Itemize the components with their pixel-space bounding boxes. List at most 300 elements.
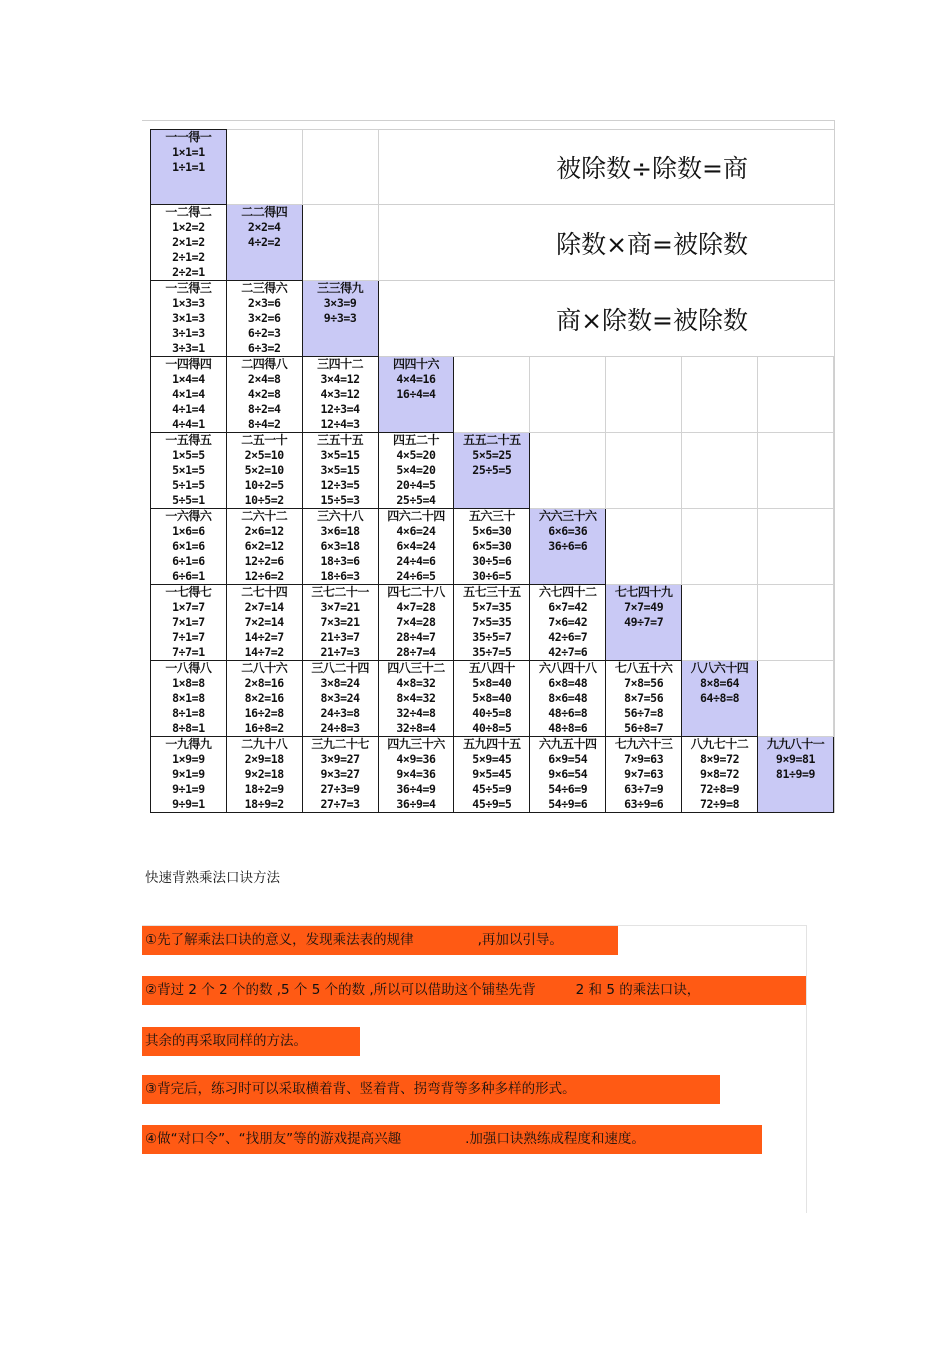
- cell-equation: 14÷7=2: [244, 645, 284, 659]
- cell-equation: 27÷3=9: [320, 782, 360, 796]
- cell-equation: 9×3=27: [320, 767, 360, 781]
- cell-rhyme: 一九得九: [165, 737, 212, 751]
- table-cell: [606, 661, 682, 737]
- section-title: 快速背熟乘法口诀方法: [145, 870, 280, 886]
- cell-rhyme: 三七二十一: [311, 585, 369, 599]
- cell-equation: 12÷3=4: [320, 402, 360, 416]
- table-cell: [226, 509, 302, 585]
- formula-cell: [378, 281, 833, 357]
- cell-equation: 5×6=30: [472, 524, 512, 538]
- table-cell: [454, 737, 530, 813]
- cell-rhyme: 三五十五: [317, 433, 364, 447]
- table-cell: [682, 737, 758, 813]
- cell-equation: 7×3=21: [320, 615, 360, 629]
- cell-equation: 5×5=25: [472, 448, 512, 462]
- empty-cell: [530, 433, 606, 509]
- cell-rhyme: 一四得四: [165, 357, 212, 371]
- cell-equation: 56÷8=7: [624, 721, 664, 735]
- cell-rhyme: 八九七十二: [690, 737, 749, 751]
- cell-equation: 1×9=9: [172, 752, 205, 766]
- cell-equation: 8×4=32: [396, 691, 436, 705]
- method-item-4: [142, 1125, 762, 1154]
- cell-equation: 35÷7=5: [472, 645, 512, 659]
- cell-equation: 24÷4=6: [396, 554, 436, 568]
- cell-equation: 7×1=7: [172, 615, 205, 629]
- cell-equation: 3÷3=1: [172, 341, 205, 355]
- cell-equation: 10÷5=2: [244, 493, 284, 507]
- table-cell: [151, 661, 227, 737]
- cell-equation: 8×3=24: [320, 691, 360, 705]
- table-row: [151, 661, 834, 737]
- cell-rhyme: 六九五十四: [539, 737, 597, 751]
- cell-equation: 4×8=32: [396, 676, 436, 690]
- formula-cell: [378, 205, 833, 281]
- cell-equation: 1×6=6: [172, 524, 205, 538]
- table-cell: [454, 661, 530, 737]
- empty-cell: [682, 357, 758, 433]
- cell-equation: 45÷9=5: [472, 797, 512, 811]
- cell-rhyme: 六六三十六: [539, 509, 597, 523]
- cell-equation: 30÷5=6: [472, 554, 512, 568]
- cell-equation: 6×1=6: [172, 539, 205, 553]
- cell-equation: 30÷6=5: [472, 569, 512, 583]
- cell-equation: 5÷1=5: [172, 478, 205, 492]
- cell-rhyme: 二三得六: [241, 281, 288, 295]
- cell-equation: 2×3=6: [247, 296, 281, 310]
- cell-rhyme: 四七二十八: [387, 585, 445, 599]
- cell-equation: 2÷2=1: [172, 265, 205, 279]
- cell-equation: 4×9=36: [396, 752, 436, 766]
- cell-equation: 42÷6=7: [548, 630, 588, 644]
- empty-cell: [302, 130, 378, 205]
- table-cell: [378, 585, 454, 661]
- table-cell: [378, 661, 454, 737]
- table-cell: [302, 585, 378, 661]
- table-cell: [378, 737, 454, 813]
- cell-equation: 4×7=28: [396, 600, 436, 614]
- cell-equation: 3×7=21: [320, 600, 360, 614]
- cell-rhyme: 七八五十六: [614, 661, 673, 675]
- table-cell: [378, 433, 454, 509]
- cell-rhyme: 六八四十八: [539, 661, 597, 675]
- cell-equation: 9×8=72: [699, 767, 740, 781]
- empty-cell: [758, 357, 834, 433]
- cell-rhyme: 九九八十一: [766, 737, 825, 751]
- method-item-2: [142, 976, 806, 1005]
- cell-equation: 3×2=6: [247, 311, 281, 325]
- cell-equation: 7×4=28: [396, 615, 436, 629]
- table-cell: [226, 433, 302, 509]
- cell-equation: 6×4=24: [396, 539, 436, 553]
- cell-equation: 54÷9=6: [548, 797, 588, 811]
- cell-equation: 18÷9=2: [244, 797, 284, 811]
- cell-rhyme: 四八三十二: [387, 661, 445, 675]
- table-cell: [226, 281, 302, 357]
- empty-cell: [226, 130, 302, 205]
- table-cell: [151, 509, 227, 585]
- cell-equation: 48÷6=8: [548, 706, 588, 720]
- empty-cell: [758, 585, 834, 661]
- cell-rhyme: 五五二十五: [463, 433, 521, 447]
- empty-cell: [606, 433, 682, 509]
- table-cell: [302, 737, 378, 813]
- cell-rhyme: 四四十六: [392, 357, 439, 371]
- cell-rhyme: 三六十八: [317, 509, 364, 523]
- cell-equation: 2×9=18: [244, 752, 284, 766]
- cell-equation: 2÷1=2: [172, 250, 205, 264]
- table-cell: [151, 357, 227, 433]
- cell-equation: 6×7=42: [548, 600, 588, 614]
- cell-equation: 9×4=36: [396, 767, 436, 781]
- methods-list: [142, 925, 807, 1213]
- cell-equation: 3×5=15: [320, 463, 360, 477]
- cell-equation: 5×9=45: [472, 752, 512, 766]
- table-cell: [226, 737, 302, 813]
- cell-rhyme: 七九六十三: [614, 737, 673, 751]
- cell-rhyme: 五八四十: [468, 661, 515, 675]
- cell-equation: 36÷9=4: [396, 797, 436, 811]
- cell-equation: 9÷1=9: [172, 782, 205, 796]
- cell-equation: 12÷2=6: [244, 554, 284, 568]
- cell-equation: 1×7=7: [172, 600, 205, 614]
- cell-equation: 36÷6=6: [548, 539, 588, 553]
- cell-equation: 9÷3=3: [323, 311, 357, 325]
- method-item-3: [142, 1075, 720, 1104]
- table-row: [151, 737, 834, 813]
- table-row: [151, 509, 834, 585]
- cell-equation: 35÷5=7: [472, 630, 512, 644]
- table-cell: [302, 509, 378, 585]
- formula-text: 除数×商=被除数: [556, 229, 748, 259]
- empty-cell: [302, 205, 378, 281]
- table-cell: [151, 737, 227, 813]
- cell-equation: 9×7=63: [624, 767, 664, 781]
- method-text: ④做“对口令”、“找朋友”等的游戏提高兴趣: [145, 1131, 402, 1147]
- table-cell: [530, 737, 606, 813]
- table-cell: [226, 585, 302, 661]
- cell-equation: 56÷7=8: [624, 706, 664, 720]
- table-cell-square: [302, 281, 378, 357]
- cell-equation: 2×8=16: [244, 676, 284, 690]
- cell-equation: 12÷4=3: [320, 417, 360, 431]
- table-row: [151, 433, 834, 509]
- cell-equation: 63÷9=6: [624, 797, 664, 811]
- cell-equation: 21÷7=3: [320, 645, 360, 659]
- cell-equation: 1×5=5: [172, 448, 205, 462]
- cell-equation: 8÷4=2: [247, 417, 281, 431]
- cell-equation: 8÷1=8: [172, 706, 205, 720]
- cell-equation: 8×6=48: [548, 691, 588, 705]
- cell-equation: 42÷7=6: [548, 645, 588, 659]
- cell-equation: 5×4=20: [396, 463, 436, 477]
- table-cell: [302, 661, 378, 737]
- table-cell-square: [530, 509, 606, 585]
- cell-equation: 1×2=2: [172, 220, 205, 234]
- cell-rhyme: 一一得一: [165, 130, 212, 144]
- cell-rhyme: 一三得三: [165, 281, 212, 295]
- table-cell-square: [682, 661, 758, 737]
- table-cell: [454, 585, 530, 661]
- cell-rhyme: 二五一十: [241, 433, 288, 447]
- cell-equation: 4×5=20: [396, 448, 436, 462]
- cell-rhyme: 二八十六: [241, 661, 288, 675]
- table-cell: [226, 357, 302, 433]
- cell-equation: 2×2=4: [247, 220, 281, 234]
- cell-equation: 25÷5=5: [472, 463, 512, 477]
- cell-equation: 18÷6=3: [320, 569, 360, 583]
- cell-equation: 7÷7=1: [172, 645, 205, 659]
- table-cell: [302, 433, 378, 509]
- cell-equation: 24÷8=3: [320, 721, 360, 735]
- cell-rhyme: 五六三十: [468, 509, 515, 523]
- cell-equation: 8×7=56: [624, 691, 664, 705]
- table-row: [151, 357, 834, 433]
- cell-equation: 40÷8=5: [472, 721, 512, 735]
- cell-rhyme: 二六十二: [241, 509, 288, 523]
- cell-equation: 7×5=35: [472, 615, 512, 629]
- cell-equation: 4×4=16: [396, 372, 436, 386]
- formula-cell: [378, 130, 833, 205]
- cell-equation: 3×9=27: [320, 752, 360, 766]
- cell-equation: 64÷8=8: [699, 691, 740, 705]
- cell-equation: 4÷2=2: [247, 235, 281, 249]
- cell-rhyme: 一七得七: [165, 585, 212, 599]
- method-text: ②背过 2 个 2 个的数 ,5 个 5 个的数 ,所以可以借助这个铺垫先背: [145, 982, 536, 998]
- formula-text: 被除数÷除数=商: [556, 154, 748, 183]
- cell-equation: 45÷5=9: [472, 782, 512, 796]
- cell-equation: 7×8=56: [624, 676, 664, 690]
- cell-equation: 8×1=8: [172, 691, 205, 705]
- table-cell: [378, 509, 454, 585]
- cell-equation: 4×3=12: [320, 387, 360, 401]
- cell-equation: 2×1=2: [172, 235, 205, 249]
- cell-equation: 6×3=18: [320, 539, 360, 553]
- cell-equation: 1×3=3: [172, 296, 205, 310]
- empty-cell: [758, 509, 834, 585]
- table-cell: [151, 585, 227, 661]
- table-cell: [151, 281, 227, 357]
- method-text: ③背完后，练习时可以采取横着背、竖着背、拐弯背等多种多样的形式。: [145, 1081, 576, 1097]
- cell-equation: 8×9=72: [699, 752, 740, 766]
- cell-equation: 20÷4=5: [396, 478, 436, 492]
- table-row: [151, 205, 834, 281]
- cell-equation: 9÷9=1: [172, 797, 205, 811]
- cell-equation: 1÷1=1: [172, 160, 205, 174]
- cell-equation: 5×8=40: [472, 676, 512, 690]
- cell-equation: 6×9=54: [548, 752, 588, 766]
- cell-rhyme: 六七四十二: [539, 585, 597, 599]
- cell-equation: 16÷2=8: [244, 706, 284, 720]
- cell-equation: 5×1=5: [172, 463, 205, 477]
- cell-rhyme: 一八得八: [165, 661, 212, 675]
- cell-equation: 16÷8=2: [244, 721, 284, 735]
- cell-equation: 28÷4=7: [396, 630, 436, 644]
- cell-rhyme: 五七三十五: [463, 585, 521, 599]
- empty-cell: [454, 357, 530, 433]
- cell-equation: 6÷1=6: [172, 554, 205, 568]
- cell-rhyme: 三四十二: [317, 357, 364, 371]
- cell-equation: 5×7=35: [472, 600, 512, 614]
- cell-equation: 3×1=3: [172, 311, 205, 325]
- cell-equation: 72÷8=9: [699, 782, 740, 796]
- cell-equation: 1×8=8: [172, 676, 205, 690]
- method-text: 其余的再采取同样的方法。: [145, 1033, 307, 1049]
- table-cell: [530, 585, 606, 661]
- cell-equation: 6÷2=3: [247, 326, 281, 340]
- method-item-1: [142, 926, 618, 955]
- empty-cell: [682, 509, 758, 585]
- cell-equation: 36÷4=9: [396, 782, 436, 796]
- table-cell-square: [454, 433, 530, 509]
- cell-equation: 2×6=12: [244, 524, 284, 538]
- cell-rhyme: 一二得二: [165, 205, 212, 219]
- cell-equation: 32÷8=4: [396, 721, 436, 735]
- cell-equation: 4×2=8: [247, 387, 281, 401]
- cell-equation: 3×6=18: [320, 524, 360, 538]
- empty-cell: [682, 585, 758, 661]
- cell-equation: 6×2=12: [244, 539, 284, 553]
- table-cell: [226, 661, 302, 737]
- cell-equation: 54÷6=9: [548, 782, 588, 796]
- cell-equation: 25÷5=4: [396, 493, 436, 507]
- table-cell: [530, 661, 606, 737]
- cell-equation: 72÷9=8: [699, 797, 740, 811]
- cell-rhyme: 四九三十六: [387, 737, 445, 751]
- cell-equation: 5÷5=1: [172, 493, 205, 507]
- cell-equation: 48÷8=6: [548, 721, 588, 735]
- cell-equation: 9×1=9: [172, 767, 205, 781]
- cell-equation: 4÷4=1: [172, 417, 205, 431]
- cell-equation: 1×1=1: [172, 145, 205, 159]
- cell-equation: 15÷5=3: [320, 493, 360, 507]
- cell-rhyme: 二四得八: [241, 357, 288, 371]
- cell-equation: 18÷3=6: [320, 554, 360, 568]
- cell-equation: 21÷3=7: [320, 630, 360, 644]
- cell-equation: 32÷4=8: [396, 706, 436, 720]
- empty-cell: [758, 433, 834, 509]
- cell-equation: 27÷7=3: [320, 797, 360, 811]
- table-row: [151, 130, 834, 205]
- method-item-2-cont: [142, 1027, 360, 1056]
- cell-equation: 24÷3=8: [320, 706, 360, 720]
- cell-equation: 3×3=9: [323, 296, 357, 310]
- table-cell-square: [758, 737, 834, 813]
- cell-equation: 9×9=81: [775, 752, 816, 766]
- cell-rhyme: 三九二十七: [311, 737, 369, 751]
- multiplication-table-figure: [142, 120, 835, 813]
- table-cell-square: [151, 130, 227, 205]
- table-cell: [454, 509, 530, 585]
- cell-equation: 3÷1=3: [172, 326, 205, 340]
- table-cell: [302, 357, 378, 433]
- cell-equation: 8×8=64: [699, 676, 740, 690]
- empty-cell: [606, 357, 682, 433]
- cell-equation: 7×7=49: [624, 600, 664, 614]
- multiplication-table: [150, 129, 834, 813]
- cell-equation: 7÷1=7: [172, 630, 205, 644]
- empty-cell: [682, 433, 758, 509]
- empty-cell: [758, 661, 834, 737]
- cell-equation: 5×8=40: [472, 691, 512, 705]
- cell-equation: 4÷1=4: [172, 402, 205, 416]
- cell-rhyme: 七七四十九: [614, 585, 673, 599]
- table-row: [151, 281, 834, 357]
- cell-equation: 12÷6=2: [244, 569, 284, 583]
- cell-rhyme: 四六二十四: [387, 509, 445, 523]
- cell-rhyme: 一六得六: [165, 509, 212, 523]
- cell-equation: 18÷2=9: [244, 782, 284, 796]
- cell-equation: 6÷3=2: [247, 341, 281, 355]
- cell-equation: 16÷4=4: [396, 387, 436, 401]
- cell-rhyme: 三八二十四: [311, 661, 369, 675]
- cell-equation: 3×5=15: [320, 448, 360, 462]
- cell-equation: 14÷2=7: [244, 630, 284, 644]
- cell-equation: 9×2=18: [244, 767, 284, 781]
- cell-equation: 3×4=12: [320, 372, 360, 386]
- table-row: [151, 585, 834, 661]
- cell-equation: 5×2=10: [244, 463, 284, 477]
- cell-rhyme: 四五二十: [392, 433, 439, 447]
- cell-rhyme: 三三得九: [317, 281, 364, 295]
- cell-equation: 40÷5=8: [472, 706, 512, 720]
- cell-equation: 1×4=4: [172, 372, 205, 386]
- cell-equation: 9×5=45: [472, 767, 512, 781]
- method-text-tail: .加强口诀熟练成程度和速度。: [465, 1131, 645, 1147]
- cell-equation: 3×8=24: [320, 676, 360, 690]
- cell-equation: 12÷3=5: [320, 478, 360, 492]
- cell-equation: 7×9=63: [624, 752, 664, 766]
- cell-equation: 8×2=16: [244, 691, 284, 705]
- cell-equation: 6×6=36: [548, 524, 588, 538]
- cell-equation: 24÷6=5: [396, 569, 436, 583]
- cell-equation: 4×1=4: [172, 387, 205, 401]
- cell-equation: 6×5=30: [472, 539, 512, 553]
- cell-rhyme: 二二得四: [241, 205, 288, 219]
- cell-equation: 2×5=10: [244, 448, 284, 462]
- cell-equation: 63÷7=9: [624, 782, 664, 796]
- cell-equation: 7×2=14: [244, 615, 284, 629]
- cell-equation: 8÷8=1: [172, 721, 205, 735]
- cell-equation: 2×4=8: [247, 372, 281, 386]
- cell-equation: 8÷2=4: [247, 402, 281, 416]
- table-cell: [606, 737, 682, 813]
- cell-rhyme: 一五得五: [165, 433, 212, 447]
- table-cell-square: [378, 357, 454, 433]
- cell-equation: 28÷7=4: [396, 645, 436, 659]
- table-cell: [151, 205, 227, 281]
- table-cell-square: [606, 585, 682, 661]
- cell-equation: 4×6=24: [396, 524, 436, 538]
- cell-equation: 9×6=54: [548, 767, 588, 781]
- cell-equation: 6×8=48: [548, 676, 588, 690]
- method-text-tail: 2 和 5 的乘法口诀，: [575, 982, 701, 998]
- empty-cell: [530, 357, 606, 433]
- method-text: ①先了解乘法口诀的意义，发现乘法表的规律: [145, 932, 414, 948]
- cell-equation: 7×6=42: [548, 615, 588, 629]
- cell-rhyme: 八八六十四: [690, 661, 749, 675]
- cell-rhyme: 二九十八: [241, 737, 288, 751]
- cell-equation: 49÷7=7: [624, 615, 664, 629]
- cell-equation: 6÷6=1: [172, 569, 205, 583]
- table-cell: [151, 433, 227, 509]
- cell-rhyme: 五九四十五: [463, 737, 521, 751]
- cell-equation: 2×7=14: [244, 600, 284, 614]
- formula-text: 商×除数=被除数: [556, 305, 748, 335]
- cell-equation: 81÷9=9: [775, 767, 816, 781]
- cell-rhyme: 二七十四: [241, 585, 288, 599]
- table-cell-square: [226, 205, 302, 281]
- cell-equation: 10÷2=5: [244, 478, 284, 492]
